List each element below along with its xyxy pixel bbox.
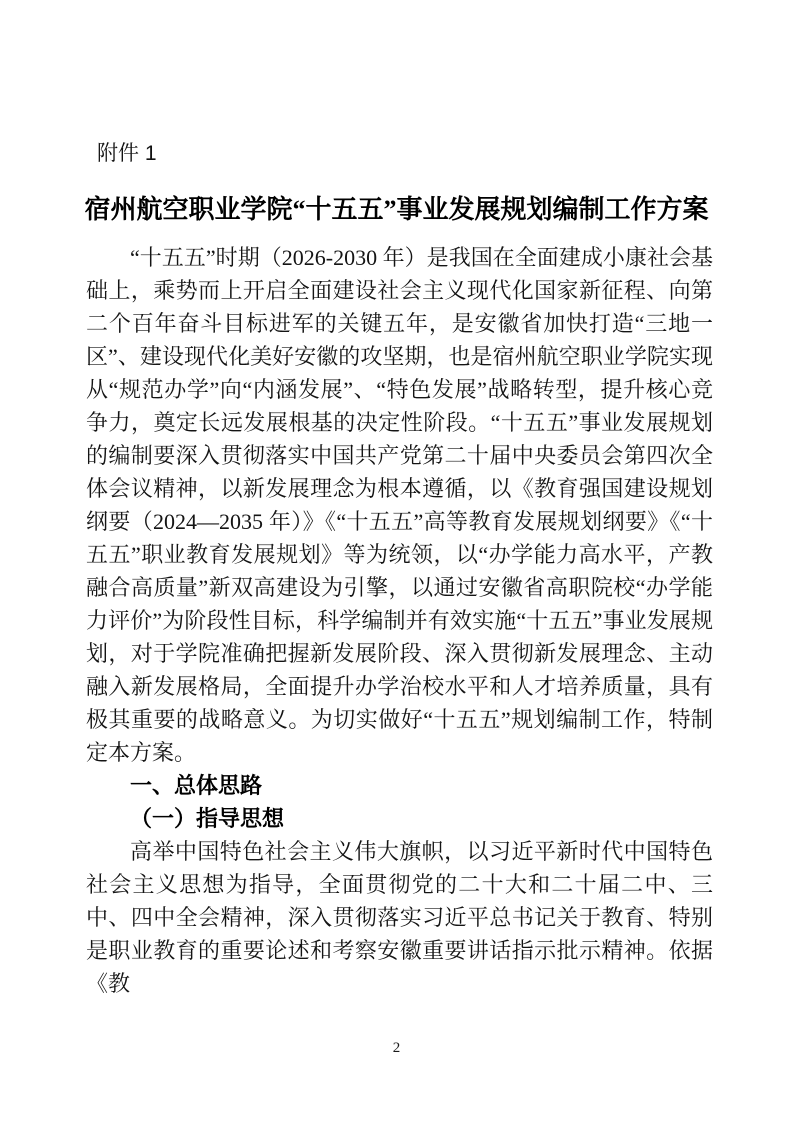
paragraph-intro: “十五五”时期（2026-2030 年）是我国在全面建成小康社会基础上，乘势而上开启全面建设社会主义现代化国家新征程、向第二个百年奋斗目标进军的关键五年，是安徽省加快打造“三地一区”、建设现代化美好安徽的攻坚期，也是宿州航空职业学院实现从“规范办学”向“内涵发展”、“特色发展”战略转型，提升核心竞争力，奠定长远发展根基的决定性阶段。“十五五”事业发展规划的编制要深入贯彻落实中国共产党第二十届中央委员会第四次全体会议精神，以新发展理念为根本遵循，以《教育强国建设规划纲要（2024—2035 年）》《“十五五”高等教育发展规划纲要》《“十五五”职业教育发展规划》等为统领，以“办学能力高水平，产教融合高质量”新双高建设为引擎，以通过安徽省高职院校“办学能力评价”为阶段性目标，科学编制并有效实施“十五五”事业发展规划，对于学院准确把握新发展阶段、深入贯彻新发展理念、主动融入新发展格局，全面提升办学治校水平和人才培养质量，具有极其重要的战略意义。为切实做好“十五五”规划编制工作，特制定本方案。 (86, 245, 713, 765)
subsection-heading-guiding-ideology: （一）指导思想 (130, 806, 285, 831)
section-heading-overall-approach: 一、总体思路 (130, 773, 263, 798)
document-title: 宿州航空职业学院“十五五”事业发展规划编制工作方案 (84, 195, 709, 224)
document-body (86, 241, 713, 1000)
page-number: 2 (392, 1040, 401, 1056)
attachment-label: 附件 1 (97, 142, 157, 165)
paragraph-guiding-ideology: 高举中国特色社会主义伟大旗帜，以习近平新时代中国特色社会主义思想为指导，全面贯彻党的二十大和二十届二中、三中、四中全会精神，深入贯彻落实习近平总书记关于教育、特别是职业教育的重要论述和考察安徽重要讲话指示批示精神。依据《教 (86, 839, 713, 996)
